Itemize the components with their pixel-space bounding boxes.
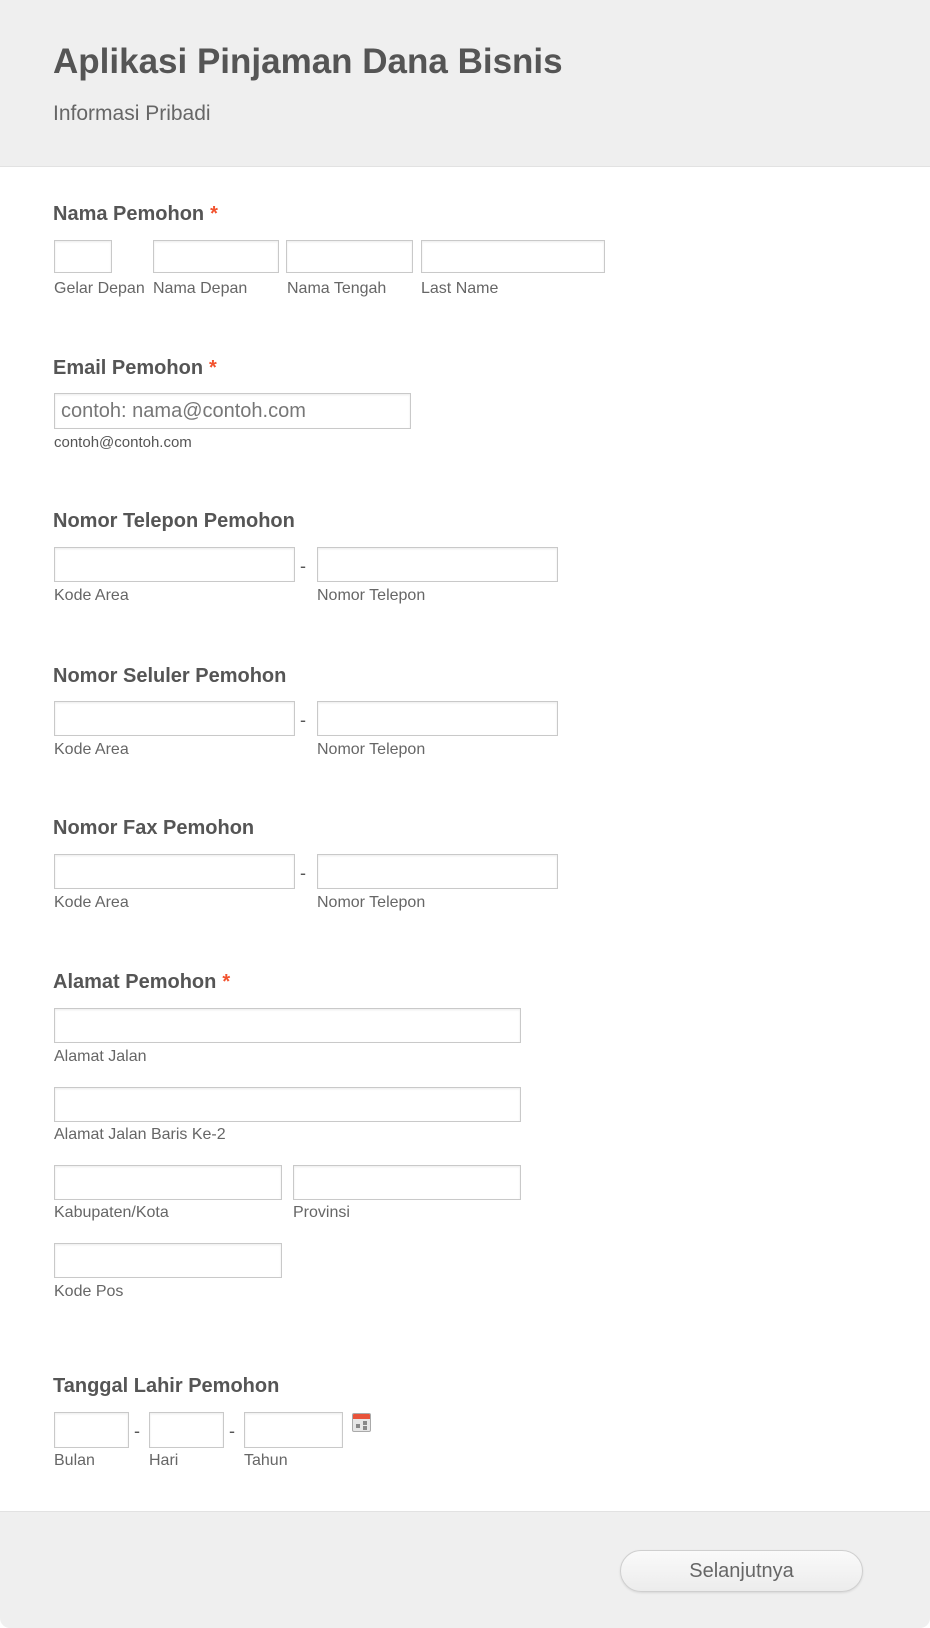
phone-area-input[interactable] [54, 547, 295, 582]
mobile-separator: - [300, 710, 306, 730]
address-label-text: Alamat Pemohon [53, 971, 217, 993]
fax-separator: - [300, 863, 306, 883]
street-input[interactable] [54, 1008, 521, 1043]
birthdate-label: Tanggal Lahir Pemohon [53, 1375, 280, 1397]
first-name-sublabel: Nama Depan [153, 280, 248, 297]
email-sublabel: contoh@contoh.com [54, 434, 192, 451]
phone-number-sublabel: Nomor Telepon [317, 587, 426, 604]
mobile-area-input[interactable] [54, 701, 295, 736]
mobile-number-input[interactable] [317, 701, 558, 736]
fax-number-input[interactable] [317, 854, 558, 889]
calendar-icon[interactable] [352, 1413, 371, 1432]
birth-day-sublabel: Hari [149, 1452, 179, 1469]
form-header [0, 0, 930, 167]
phone-label: Nomor Telepon Pemohon [53, 510, 295, 532]
address-label [53, 971, 230, 994]
date-separator: - [229, 1421, 235, 1441]
city-input[interactable] [54, 1165, 282, 1200]
fax-area-input[interactable] [54, 854, 295, 889]
prefix-sublabel: Gelar Depan [54, 280, 145, 297]
name-label [53, 203, 218, 226]
mobile-area-sublabel: Kode Area [54, 741, 129, 758]
form-title: Aplikasi Pinjaman Dana Bisnis [53, 42, 563, 81]
required-mark: * [210, 203, 218, 225]
mobile-number-sublabel: Nomor Telepon [317, 741, 426, 758]
province-input[interactable] [293, 1165, 521, 1200]
email-label-text: Email Pemohon [53, 357, 204, 379]
postal-code-input[interactable] [54, 1243, 282, 1278]
prefix-input[interactable] [54, 240, 112, 273]
date-separator: - [134, 1421, 140, 1441]
phone-number-input[interactable] [317, 547, 558, 582]
last-name-sublabel: Last Name [421, 280, 499, 297]
birth-month-sublabel: Bulan [54, 1452, 95, 1469]
required-mark: * [222, 971, 231, 993]
mobile-label: Nomor Seluler Pemohon [53, 665, 287, 687]
street2-input[interactable] [54, 1087, 521, 1122]
middle-name-input[interactable] [286, 240, 413, 273]
first-name-input[interactable] [153, 240, 279, 273]
street2-sublabel: Alamat Jalan Baris Ke-2 [54, 1126, 226, 1143]
fax-area-sublabel: Kode Area [54, 894, 129, 911]
postal-code-sublabel: Kode Pos [54, 1283, 124, 1300]
fax-label: Nomor Fax Pemohon [53, 817, 255, 839]
phone-area-sublabel: Kode Area [54, 587, 129, 604]
middle-name-sublabel: Nama Tengah [287, 280, 387, 297]
fax-number-sublabel: Nomor Telepon [317, 894, 426, 911]
name-label-text: Nama Pemohon [53, 203, 205, 225]
province-sublabel: Provinsi [293, 1204, 350, 1221]
street-sublabel: Alamat Jalan [54, 1048, 147, 1065]
email-label [53, 357, 217, 380]
form-footer [0, 1511, 930, 1628]
birth-month-input[interactable] [54, 1412, 129, 1448]
birth-day-input[interactable] [149, 1412, 224, 1448]
required-mark: * [209, 357, 217, 379]
form-subtitle: Informasi Pribadi [53, 102, 211, 125]
last-name-input[interactable] [421, 240, 605, 273]
city-sublabel: Kabupaten/Kota [54, 1204, 169, 1221]
birth-year-input[interactable] [244, 1412, 343, 1448]
phone-separator: - [300, 556, 306, 576]
email-input[interactable] [54, 393, 411, 429]
next-button[interactable]: Selanjutnya [620, 1550, 863, 1592]
birth-year-sublabel: Tahun [244, 1452, 288, 1469]
